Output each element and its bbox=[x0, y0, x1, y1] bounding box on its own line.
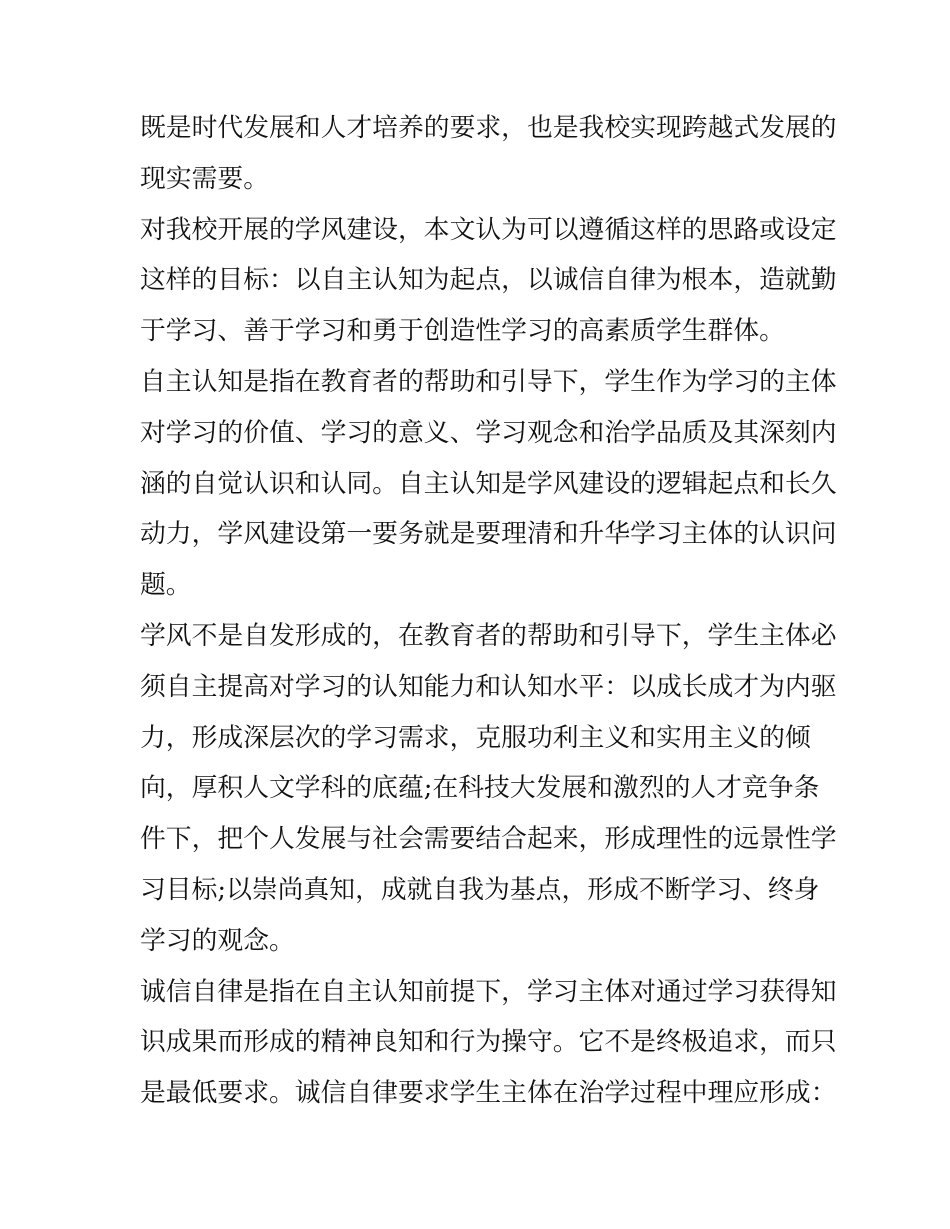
text-line: 动力，学风建设第一要务就是要理清和升华学习主体的认识问 bbox=[140, 519, 837, 550]
text-line: 涵的自觉认识和认同。自主认知是学风建设的逻辑起点和长久 bbox=[140, 468, 837, 499]
text-line: 学风不是自发形成的，在教育者的帮助和引导下，学生主体必 bbox=[140, 620, 837, 651]
text-line: 向，厚积人文学科的底蕴;在科技大发展和激烈的人才竞争条 bbox=[140, 773, 820, 804]
text-line: 件下，把个人发展与社会需要结合起来，形成理性的远景性学 bbox=[140, 824, 837, 855]
text-line: 于学习、善于学习和勇于创造性学习的高素质学生群体。 bbox=[140, 316, 785, 347]
text-line: 对我校开展的学风建设，本文认为可以遵循这样的思路或设定 bbox=[140, 214, 837, 245]
text-line: 力，形成深层次的学习需求，克服功利主义和实用主义的倾 bbox=[140, 722, 811, 753]
text-line: 须自主提高对学习的认知能力和认知水平：以成长成才为内驱 bbox=[140, 671, 837, 702]
text-line: 自主认知是指在教育者的帮助和引导下，学生作为学习的主体 bbox=[140, 366, 837, 397]
text-line: 学习的观念。 bbox=[140, 925, 295, 956]
text-line: 诚信自律是指在自主认知前提下，学习主体对通过学习获得知 bbox=[140, 976, 837, 1007]
body-text bbox=[140, 103, 837, 1119]
text-line: 这样的目标：以自主认知为起点，以诚信自律为根本，造就勤 bbox=[140, 265, 837, 296]
text-line: 是最低要求。诚信自律要求学生主体在治学过程中理应形成： bbox=[140, 1078, 837, 1109]
text-line: 习目标;以崇尚真知，成就自我为基点，形成不断学习、终身 bbox=[140, 874, 820, 905]
text-line: 既是时代发展和人才培养的要求，也是我校实现跨越式发展的 bbox=[140, 113, 837, 143]
text-line: 题。 bbox=[140, 570, 192, 601]
text-line: 现实需要。 bbox=[140, 163, 269, 194]
text-line: 识成果而形成的精神良知和行为操守。它不是终极追求，而只 bbox=[140, 1027, 837, 1058]
text-line: 对学习的价值、学习的意义、学习观念和治学品质及其深刻内 bbox=[140, 417, 837, 448]
